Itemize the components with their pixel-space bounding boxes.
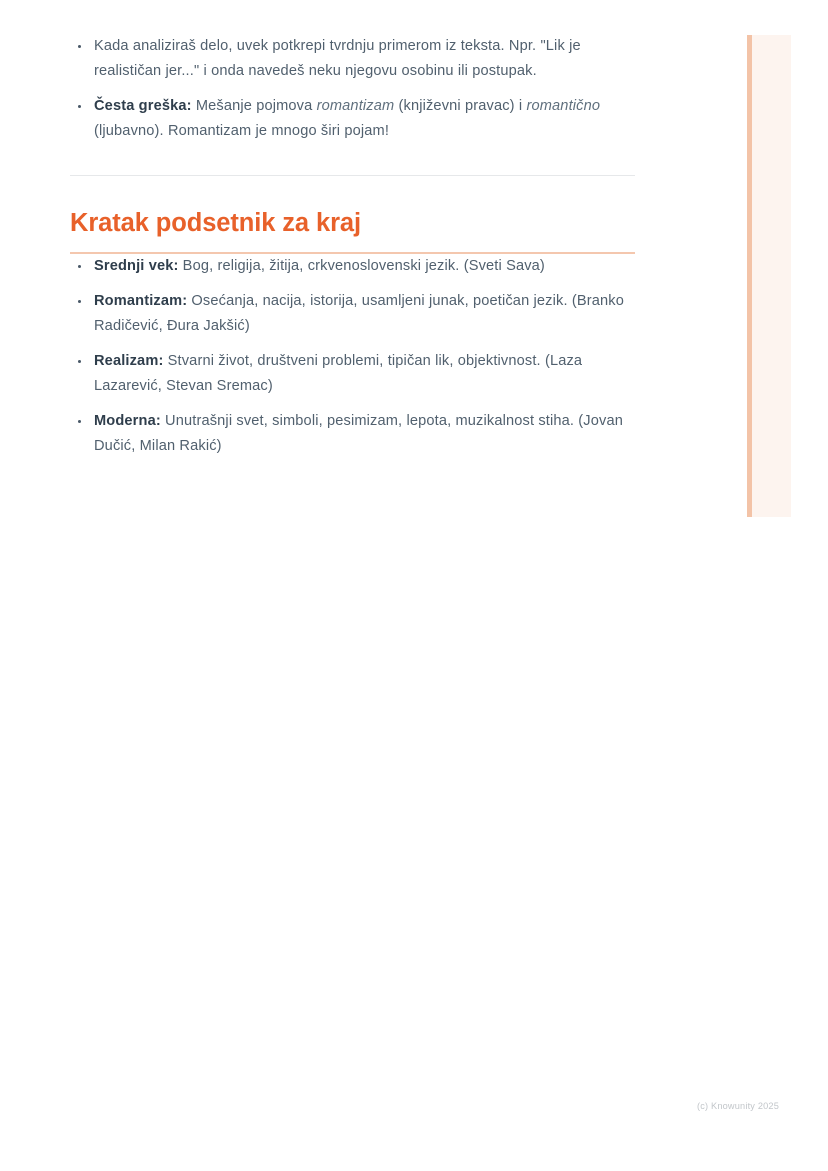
bullet-italic-term: romantizam [316,98,395,114]
table-row [70,289,635,339]
summary-bullet-list [70,254,635,459]
decorative-accent-panel [747,35,791,517]
bullet-text: (književni pravac) i [394,98,527,114]
main-content-column [70,34,635,459]
intro-bullet-list [70,34,635,144]
table-row [70,349,635,399]
bullet-label: Moderna: [94,412,161,429]
bullet-text: Unutrašnji svet, simboli, pesimizam, lepota, muzikalnost stiha. (Jovan Dučić, Milan Rakić) [94,412,623,454]
bullet-label: Realizam: [94,352,164,369]
table-row [70,409,635,459]
footer-copyright: (c) Knowunity 2025 [697,1101,779,1111]
list-item [70,94,635,144]
table-row [70,254,635,279]
bullet-text: (ljubavno). Romantizam je mnogo širi pojam! [94,123,390,139]
bullet-text: Kada analiziraš delo, uvek potkrepi tvrdnju primerom iz teksta. Npr. "Lik je realističan jer..." i onda navedeš neku njegovu osobinu ili postupak. [94,38,581,79]
bullet-italic-term: romantično [526,98,601,114]
bullet-text: Bog, religija, žitija, crkvenoslovenski jezik. (Sveti Sava) [178,257,545,274]
page-title: Kratak podsetnik za kraj [70,209,361,237]
bullet-label: Česta greška: [94,98,192,114]
list-item [70,34,635,84]
section-divider-top [70,175,635,176]
bullet-text: Stvarni život, društveni problemi, tipičan lik, objektivnost. (Laza Lazarević, Stevan Sremac) [94,352,583,394]
bullet-label: Srednji vek: [94,257,179,274]
bullet-text: Osećanja, nacija, istorija, usamljeni junak, poetičan jezik. (Branko Radičević, Đura Jakšić) [94,292,624,334]
bullet-label: Romantizam: [94,292,188,309]
bullet-text: Mešanje pojmova [191,98,317,114]
